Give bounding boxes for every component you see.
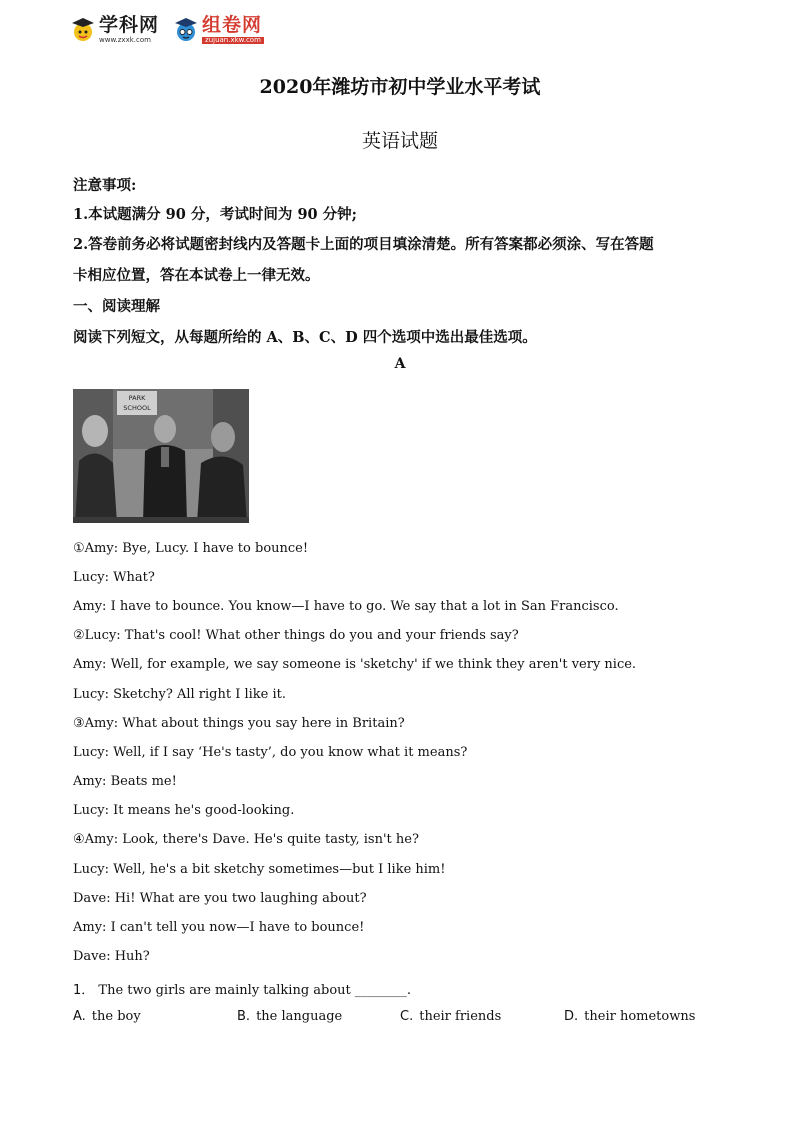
part-heading: 一、阅读理解 [73,298,160,315]
exam-title: 2020年潍坊市初中学业水平考试 [259,76,541,98]
notice-heading: 注意事项: [73,177,137,194]
question-text: The two girls are mainly talking about ________. [98,983,412,998]
dialogue-line: ④Amy: Look, there's Dave. He's quite tasty, isn't he? [73,832,419,847]
dialogue-line: Lucy: Well, if I say ‘He's tasty’, do you know what it means? [73,745,468,760]
dialogue-line: ①Amy: Bye, Lucy. I have to bounce! [73,541,309,556]
dialogue-line: Dave: Hi! What are you two laughing about? [73,891,367,906]
dialogue-line: Amy: Well, for example, we say someone is 'sketchy' if we think they aren't very nice. [73,657,637,672]
person-right [211,422,235,452]
option-letter: B. [237,1009,251,1024]
notice-item: 2.答卷前务必将试题密封线内及答题卡上面的项目填涂清楚。所有答案都必须涂、写在答题 [73,236,654,253]
zxxk-logo[interactable] [70,15,159,45]
dialogue-line: Dave: Huh? [73,949,150,964]
option-letter: A. [73,1009,86,1024]
logo-name: 组卷网 [202,14,263,36]
option-b[interactable] [237,1009,342,1024]
option-d[interactable] [564,1009,695,1024]
person-left [82,415,108,447]
notice-item: 卡相应位置，答在本试卷上一律无效。 [73,267,320,284]
logo-url: www.zxxk.com [99,36,151,44]
mascot-icon [173,15,199,45]
dialogue-line: Amy: Beats me! [73,774,177,789]
option-c[interactable] [400,1009,501,1024]
dialogue-line: ③Amy: What about things you say here in Britain? [73,716,405,731]
exam-subtitle: 英语试题 [361,130,438,152]
zujuan-logo[interactable] [173,15,264,45]
person-middle [154,415,176,443]
dialogue-line: ②Lucy: That's cool! What other things do you and your friends say? [73,628,519,643]
notice-item: 1.本试题满分 90 分，考试时间为 90 分钟; [73,206,358,223]
question-number: 1． [73,983,95,998]
option-letter: C. [400,1009,414,1024]
dialogue-line: Amy: I can't tell you now—I have to bounce! [73,920,365,935]
mascot-icon [70,15,96,45]
logo-name: 学科网 [99,14,160,36]
logo-url: zujuan.xkw.com [202,37,264,44]
dialogue-line: Lucy: What? [73,570,155,585]
option-text: the boy [91,1009,141,1024]
sign-text: SCHOOL [123,404,151,412]
dialogue-line: Lucy: Sketchy? All right I like it. [73,687,287,702]
dialogue-line: Lucy: It means he's good-looking. [73,803,295,818]
passage-photo [73,389,249,523]
section-label: A [394,356,406,372]
sign-text: PARK [128,394,146,402]
option-text: their friends [419,1009,502,1024]
header-logos [70,10,264,50]
part-instruction: 阅读下列短文，从每题所给的 A、B、C、D 四个选项中选出最佳选项。 [73,329,537,346]
option-a[interactable] [73,1009,141,1024]
question-1 [73,979,411,998]
option-text: their hometowns [584,1009,696,1024]
option-text: the language [256,1009,343,1024]
dialogue-line: Amy: I have to bounce. You know—I have to go. We say that a lot in San Francisco. [73,599,619,614]
dialogue-line: Lucy: Well, he's a bit sketchy sometimes—but I like him! [73,862,446,877]
option-letter: D. [564,1009,579,1024]
